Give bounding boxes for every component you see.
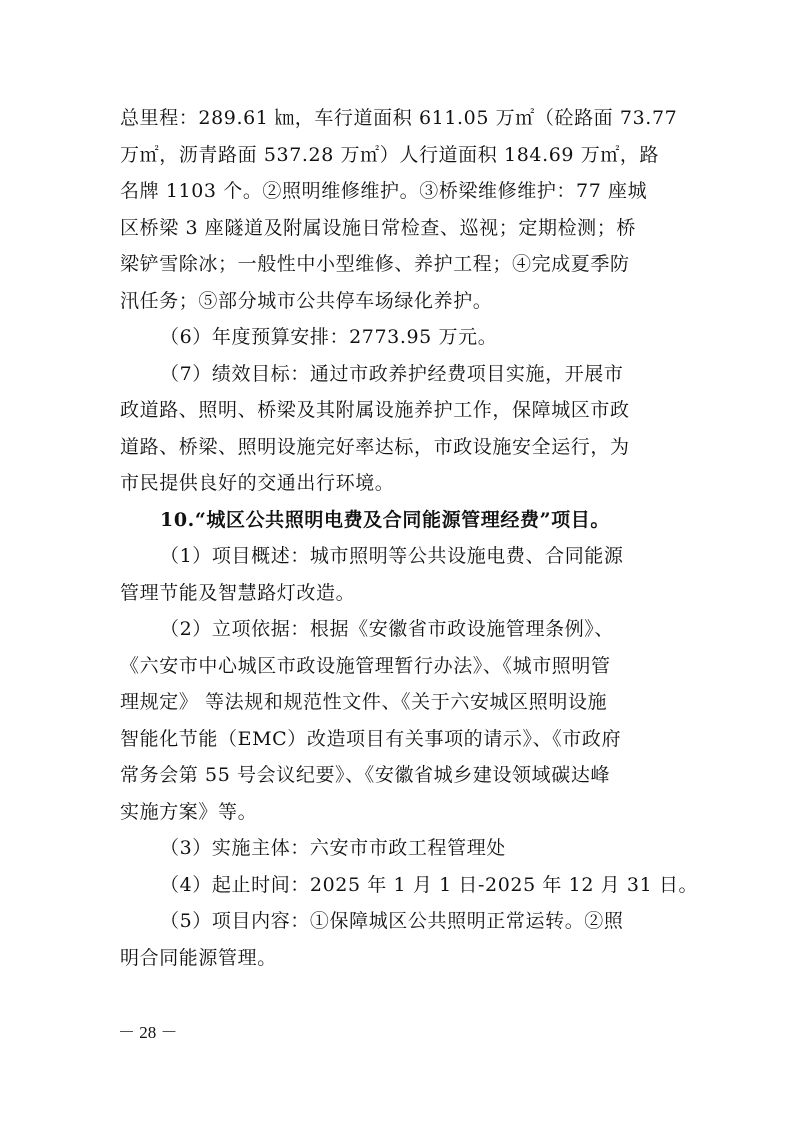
body-line: 梁铲雪除冰；一般性中小型维修、养护工程；④完成夏季防	[120, 253, 630, 275]
document-body	[120, 100, 699, 976]
body-line: 理规定》 等法规和规范性文件、《关于六安城区照明设施	[120, 691, 608, 713]
basis-line: （2）立项依据：根据《安徽省市政设施管理条例》、	[160, 618, 614, 640]
overview-line: （1）项目概述：城市照明等公共设施电费、合同能源	[160, 545, 624, 567]
body-line: 管理节能及智慧路灯改造。	[120, 581, 356, 604]
section-heading: 10.“城区公共照明电费及合同能源管理经费”项目。	[160, 508, 610, 531]
body-line: 实施方案》等。	[120, 800, 258, 823]
body-line: 名牌 1103 个。②照明维修维护。③桥梁维修维护：77 座城	[120, 180, 648, 202]
body-line: 智能化节能（EMC）改造项目有关事项的请示》、《市政府	[120, 727, 622, 750]
body-line: 常务会第 55 号会议纪要》、《安徽省城乡建设领域碳达峰	[120, 764, 611, 786]
body-line: 政道路、照明、桥梁及其附属设施养护工作，保障城区市政	[120, 399, 630, 421]
body-line: 市民提供良好的交通出行环境。	[120, 472, 395, 494]
page-number: － 28 －	[118, 1023, 178, 1042]
body-line: 区桥梁 3 座隧道及附属设施日常检查、巡视；定期检测；桥	[120, 216, 636, 239]
body-line: 道路、桥梁、照明设施完好率达标，市政设施安全运行，为	[120, 435, 630, 458]
body-line: 《六安市中心城区市政设施管理暂行办法》、《城市照明管	[120, 654, 611, 677]
content-line: （5）项目内容：①保障城区公共照明正常运转。②照	[160, 910, 624, 932]
executor-line: （3）实施主体：六安市市政工程管理处	[160, 837, 506, 859]
body-line: 汛任务；⑤部分城市公共停车场绿化养护。	[120, 289, 493, 312]
body-line: 总里程：289.61 ㎞，车行道面积 611.05 万㎡（砼路面 73.77	[120, 107, 678, 129]
period-line: （4）起止时间：2025 年 1 月 1 日-2025 年 12 月 31 日。	[160, 873, 699, 896]
body-line: 万㎡，沥青路面 537.28 万㎡）人行道面积 184.69 万㎡，路	[120, 143, 660, 166]
budget-line: （6）年度预算安排：2773.95 万元。	[160, 326, 498, 348]
goal-line: （7）绩效目标：通过市政养护经费项目实施，开展市	[160, 362, 624, 385]
body-line: 明合同能源管理。	[120, 946, 277, 969]
